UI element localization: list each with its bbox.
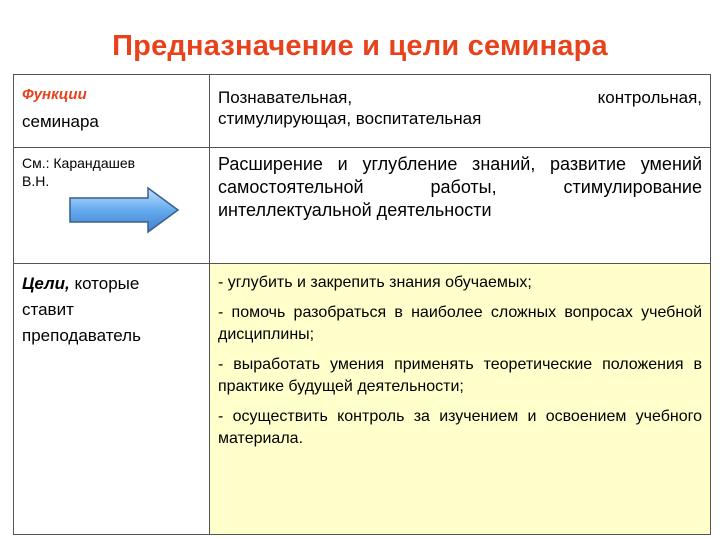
functions-line-2: стимулирующая, воспитательная (218, 109, 482, 128)
tasks-text: Расширение и углубление знаний, развитие умений самостоятельной работы, стимулирование интеллектуальной деятельности (218, 154, 702, 220)
goal-item: - осуществить контроль за изучением и освоением учебного материала. (218, 408, 702, 447)
functions-value-cell (210, 75, 711, 148)
table-row-goals (14, 264, 711, 535)
goal-item: - выработать умения применять теоретические положения в практике будущей деятельности; (218, 356, 702, 395)
goals-label-bold: Цели, (22, 274, 70, 293)
functions-label-cell (14, 75, 210, 148)
goals-label-rest-3: преподаватель (22, 326, 141, 345)
goal-item: - помочь разобраться в наиболее сложных вопросах учебной дисциплины; (218, 304, 702, 343)
right-arrow-icon (68, 186, 180, 234)
goals-cell (210, 264, 711, 535)
goals-label-cell (14, 264, 210, 535)
goals-label-rest-1: которые (69, 274, 140, 293)
tasks-cell (210, 148, 711, 264)
page-title: Предназначение и цели семинара (112, 30, 608, 62)
goals-label-rest-2: ставит (22, 300, 74, 319)
goal-item: - углубить и закрепить знания обучаемых; (218, 274, 532, 291)
reference-line-2: В.Н. (22, 173, 50, 189)
functions-line-1: Познавательная, контрольная, (218, 88, 702, 107)
table-row-functions (14, 75, 711, 148)
functions-label: Функции (22, 86, 87, 103)
functions-label-rest: семинара (22, 112, 99, 131)
seminar-table (13, 74, 711, 535)
reference-line-1: См.: Карандашев (22, 155, 136, 171)
